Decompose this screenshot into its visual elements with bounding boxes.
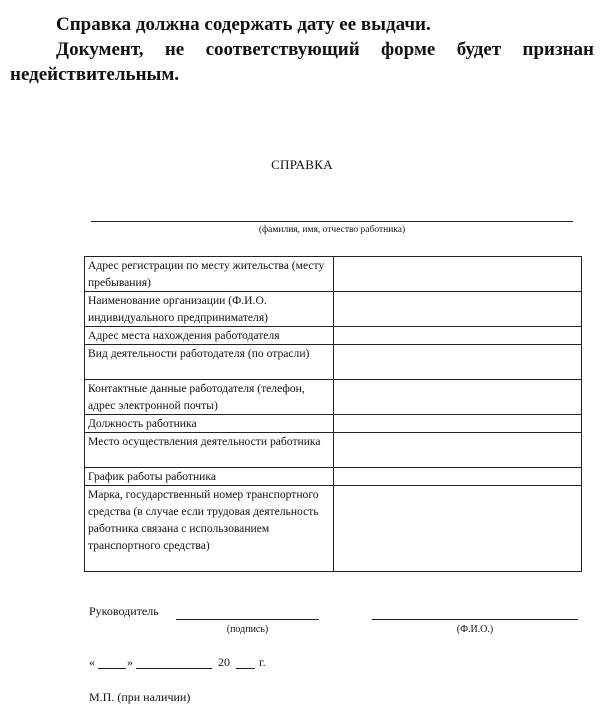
row-value-employer-address[interactable]	[334, 327, 582, 345]
instructions	[10, 12, 594, 87]
table-row	[85, 345, 582, 380]
row-label-activity-type: Вид деятельности работодателя (по отрасли)	[85, 345, 334, 380]
table-row	[85, 257, 582, 292]
date-year-suffix: г.	[259, 655, 266, 669]
table-row	[85, 380, 582, 415]
date-year-line[interactable]	[236, 668, 255, 669]
row-label-employer-contacts: Контактные данные работодателя (телефон, адрес электронной почты)	[85, 380, 334, 415]
head-name-line[interactable]	[372, 619, 578, 620]
table-row	[85, 433, 582, 468]
row-value-activity-type[interactable]	[334, 345, 582, 380]
table-row	[85, 468, 582, 486]
table-row	[85, 327, 582, 345]
row-value-work-location[interactable]	[334, 433, 582, 468]
date-month-line[interactable]	[136, 668, 212, 669]
signature-line[interactable]	[176, 619, 319, 620]
instruction-line-1: Справка должна содержать дату ее выдачи.	[56, 14, 431, 35]
date-day-line[interactable]	[98, 668, 126, 669]
stamp-label: М.П. (при наличии)	[89, 690, 191, 704]
row-value-employer-contacts[interactable]	[334, 380, 582, 415]
date-year-prefix: 20	[218, 655, 230, 669]
row-value-organization-name[interactable]	[334, 292, 582, 327]
row-label-vehicle: Марка, государственный номер транспортного средства (в случае если трудовая деятельность работника связана с использованием транспортного средства)	[85, 486, 334, 572]
row-label-work-location: Место осуществления деятельности работника	[85, 433, 334, 468]
table-row	[85, 415, 582, 433]
table-row	[85, 292, 582, 327]
row-label-position: Должность работника	[85, 415, 334, 433]
row-label-registration-address: Адрес регистрации по месту жительства (месту пребывания)	[85, 257, 334, 292]
head-label: Руководитель	[89, 604, 159, 618]
row-value-registration-address[interactable]	[334, 257, 582, 292]
form-title: СПРАВКА	[271, 157, 333, 172]
row-label-organization-name: Наименование организации (Ф.И.О. индивидуального предпринимателя)	[85, 292, 334, 327]
row-label-employer-address: Адрес места нахождения работодателя	[85, 327, 334, 345]
signature-caption: (подпись)	[226, 624, 269, 635]
row-value-work-schedule[interactable]	[334, 468, 582, 486]
table-row	[85, 486, 582, 572]
row-value-vehicle[interactable]	[334, 486, 582, 572]
instruction-line-3: недействительным.	[10, 64, 180, 85]
employee-name-line[interactable]	[91, 221, 573, 222]
date-close-quote: »	[127, 655, 133, 669]
row-label-work-schedule: График работы работника	[85, 468, 334, 486]
instruction-line-2: Документ, не соответствующий форме будет признан	[56, 39, 594, 60]
date-open-quote: «	[89, 655, 95, 669]
head-name-caption: (Ф.И.О.)	[456, 624, 494, 635]
employee-name-caption: (фамилия, имя, отчество работника)	[258, 225, 406, 235]
row-value-position[interactable]	[334, 415, 582, 433]
employee-info-table	[84, 256, 582, 572]
